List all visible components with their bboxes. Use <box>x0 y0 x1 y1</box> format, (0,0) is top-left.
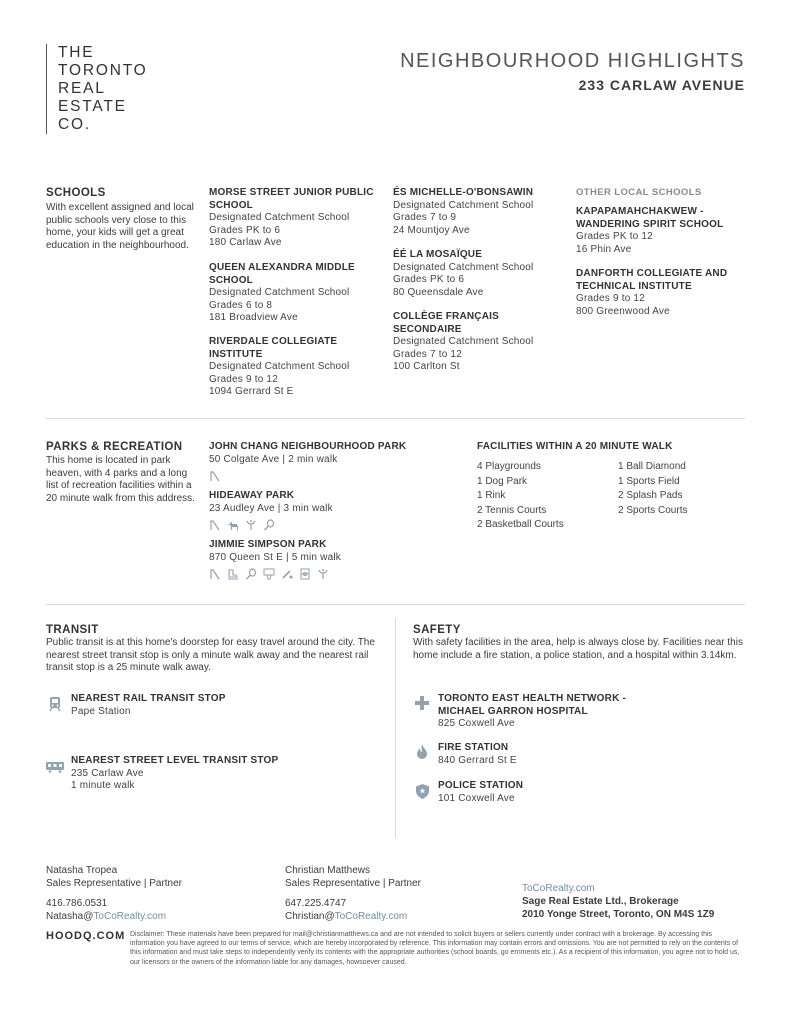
hospital-cross-icon <box>413 694 431 712</box>
police-station-item: POLICE STATION 101 Coxwell Ave <box>438 780 524 804</box>
school-item: ÉÉ LA MOSAÏQUE Designated Catchment School Grades PK to 6 80 Queensdale Ave <box>393 249 534 298</box>
transit-description: Public transit is at this home's doorstep for easy travel around the city. The nearest street transit stop is only a minute walk away and the nearest rail transit stop is a 25 minute walk away. <box>46 637 375 673</box>
streetcar-icon <box>46 758 64 776</box>
schools-description: With excellent assigned and local public schools very close to this home, your kids will get a great education in the neighbourhood. <box>46 202 194 251</box>
parks-description: This home is located in park heaven, with 4 parks and a long list of recreation facilities within a 20 minute walk from this address. <box>46 455 195 504</box>
hoodq-brand[interactable]: HOODQ.COM <box>46 930 126 942</box>
facilities-list: 1 Ball Diamond 1 Sports Field 2 Splash Pads 2 Sports Courts <box>618 461 688 516</box>
ball-diamond-icon <box>281 568 293 580</box>
column-divider <box>395 618 396 838</box>
school-item: RIVERDALE COLLEGIATE INSTITUTE Designated Catchment School Grades 9 to 12 1094 Gerrard St E <box>209 336 350 397</box>
splash-pad-icon <box>317 568 329 580</box>
transit-heading: TRANSIT <box>46 624 99 636</box>
school-item: QUEEN ALEXANDRA MIDDLE SCHOOL Designated Catchment School Grades 6 to 8 181 Broadview Ave <box>209 262 355 323</box>
schools-heading: SCHOOLS <box>46 187 106 199</box>
park-item: HIDEAWAY PARK 23 Audley Ave | 3 min walk <box>209 490 449 531</box>
parks-heading: PARKS & RECREATION <box>46 441 183 453</box>
brokerage-website[interactable]: ToCoRealty.com <box>522 883 595 894</box>
company-logo: THE TORONTO REAL ESTATE CO. <box>58 44 148 133</box>
section-divider <box>46 604 745 605</box>
school-item: COLLÈGE FRANÇAIS SECONDAIRE Designated Catchment School Grades 7 to 12 100 Carlton St <box>393 311 534 372</box>
agent-email[interactable]: Natasha@ToCoRealty.com <box>46 911 167 922</box>
dog-park-icon <box>227 519 239 531</box>
agent-card: Christian Matthews Sales Representative | Partner 647.225.4747 Christian@ToCoRealty.com <box>285 865 422 922</box>
basketball-icon <box>263 568 275 580</box>
school-item: MORSE STREET JUNIOR PUBLIC SCHOOL Designated Catchment School Grades PK to 6 180 Carlaw Ave <box>209 187 374 248</box>
skating-rink-icon <box>227 568 239 580</box>
hospital-item: TORONTO EAST HEALTH NETWORK - MICHAEL GARRON HOSPITAL 825 Coxwell Ave <box>438 693 627 729</box>
school-item: KAPAPAMAHCHAKWEW - WANDERING SPIRIT SCHOOL Grades PK to 12 16 Phin Ave <box>576 206 724 255</box>
sports-field-icon <box>299 568 311 580</box>
school-item: DANFORTH COLLEGIATE AND TECHNICAL INSTITUTE Grades 9 to 12 800 Greenwood Ave <box>576 268 728 317</box>
section-divider <box>46 418 745 419</box>
page-title: NEIGHBOURHOOD HIGHLIGHTS <box>400 50 745 72</box>
street-transit-stop: NEAREST STREET LEVEL TRANSIT STOP 235 Carlaw Ave 1 minute walk <box>71 755 279 791</box>
park-item: JOHN CHANG NEIGHBOURHOOD PARK 50 Colgate Ave | 2 min walk <box>209 441 449 482</box>
splash-pad-icon <box>245 519 257 531</box>
school-item: ÉS MICHELLE-O'BONSAWIN Designated Catchment School Grades 7 to 9 24 Mountjoy Ave <box>393 187 534 236</box>
playground-slide-icon <box>209 568 221 580</box>
safety-description: With safety facilities in the area, help is always close by. Facilities near this home include a fire station, a police station, and a hospital within 3.14km. <box>413 637 743 661</box>
police-badge-icon <box>413 782 431 800</box>
park-item: JIMMIE SIMPSON PARK 870 Queen St E | 5 min walk <box>209 539 449 580</box>
fire-station-item: FIRE STATION 840 Gerrard St E <box>438 742 517 766</box>
safety-heading: SAFETY <box>413 624 461 636</box>
playground-slide-icon <box>209 470 221 482</box>
tennis-icon <box>263 519 275 531</box>
agent-email[interactable]: Christian@ToCoRealty.com <box>285 911 408 922</box>
facilities-list: 4 Playgrounds 1 Dog Park 1 Rink 2 Tennis Courts 2 Basketball Courts <box>477 461 564 530</box>
disclaimer: Disclaimer: These materials have been prepared for mail@christianmatthews.ca and are not intended to solicit buyers or sellers currently under contract with a brokerage. By accessing this information you have agreed to our terms of service, which are hereby incorporated by reference. This information may contain errors and omissions. You are not permitted to rely on the contents of this information and must take steps to independently verify its contents with the appropriate authorities (school boards, go ernments etc.). As a recipient of this information, you agree not to hold us, our licensors or the owners of the information liable for any damages, howsoever caused. <box>130 931 740 966</box>
tennis-icon <box>245 568 257 580</box>
train-icon <box>46 695 64 713</box>
facilities-heading: FACILITIES WITHIN A 20 MINUTE WALK <box>477 441 673 452</box>
agent-card: Natasha Tropea Sales Representative | Partner 416.786.0531 Natasha@ToCoRealty.com <box>46 865 183 922</box>
fire-icon <box>413 743 431 761</box>
rail-transit-stop: NEAREST RAIL TRANSIT STOP Pape Station <box>71 693 226 717</box>
other-schools-heading: OTHER LOCAL SCHOOLS <box>576 187 702 198</box>
playground-slide-icon <box>209 519 221 531</box>
brokerage-card: ToCoRealty.com Sage Real Estate Ltd., Brokerage 2010 Yonge Street, Toronto, ON M4S 1Z9 <box>522 883 715 920</box>
property-address: 233 CARLAW AVENUE <box>578 77 745 93</box>
logo-divider <box>46 44 47 134</box>
